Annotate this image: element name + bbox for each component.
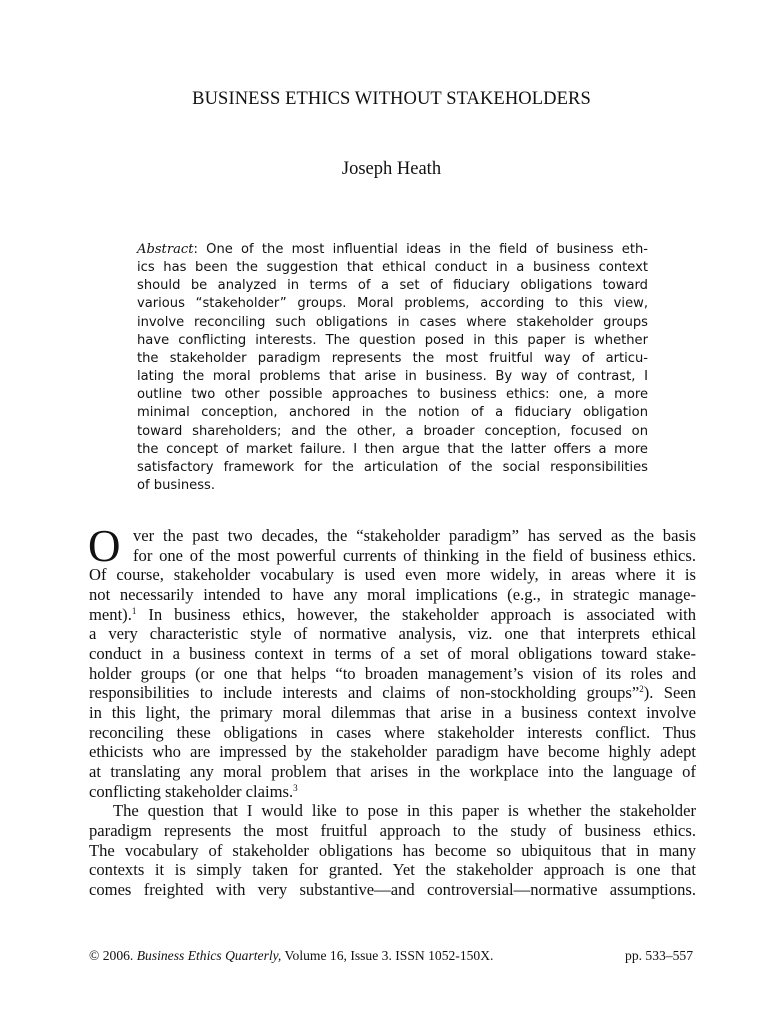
- body-line: ethicists who are impressed by the stakeholder paradigm have become highly adept: [89, 742, 696, 762]
- abstract-line: should be analyzed in terms of a set of fiduciary obligations toward: [137, 278, 648, 294]
- abstract: [137, 241, 648, 495]
- body-line: a very characteristic style of normative analysis, viz. one that interprets ethical: [89, 624, 696, 644]
- body-line: at translating any moral problem that arises in the workplace into the language of: [89, 761, 696, 781]
- body-line: The question that I would like to pose in this paper is whether the stakeholder: [113, 801, 696, 821]
- body-line: holder groups (or one that helps “to broaden management’s vision of its roles and: [89, 663, 696, 683]
- drop-cap: O: [88, 521, 121, 571]
- body-line: ver the past two decades, the “stakeholder paradigm” has served as the basis: [133, 526, 696, 545]
- abstract-line: toward shareholders; and the other, a broader conception, focused on: [137, 423, 648, 439]
- abstract-line: outline two other possible approaches to business ethics: one, a more: [137, 387, 648, 403]
- body-line: in this light, the primary moral dilemmas that arise in a business context involve: [89, 702, 696, 722]
- author-name: Joseph Heath: [341, 159, 442, 179]
- abstract-line: satisfactory framework for the articulation of the social responsibilities: [137, 459, 648, 475]
- body-line: paradigm represents the most fruitful approach to the study of business ethics.: [89, 820, 696, 840]
- footnote-marker: 3: [293, 782, 298, 793]
- abstract-line: lating the moral problems that arise in business. By way of contrast, I: [137, 369, 648, 385]
- abstract-line: ics has been the suggestion that ethical conduct in a business context: [137, 260, 648, 276]
- body-line: responsibilities to include interests and claims of non-stockholding groups”$^2$). Seen: [89, 683, 696, 703]
- abstract-line: minimal conception, anchored in the notion of a fiduciary obligation: [137, 405, 648, 421]
- body-line: for one of the most powerful currents of thinking in the field of business ethics.: [133, 545, 696, 565]
- abstract-line: have conflicting interests. The question posed in this paper is whether: [137, 332, 648, 348]
- abstract-line: involve reconciling such obligations in cases where stakeholder groups: [137, 314, 648, 330]
- journal-name: Business Ethics Quarterly,: [136, 948, 282, 963]
- footnote-marker: 1: [131, 605, 137, 616]
- body-line: ment).$^1$ In business ethics, however, the stakeholder approach is associated with: [89, 604, 696, 624]
- paper-title: BUSINESS ETHICS WITHOUT STAKEHOLDERS: [192, 89, 591, 109]
- abstract-line: various “stakeholder” groups. Moral problems, according to this view,: [137, 296, 648, 312]
- body-line: reconciling these obligations in cases where stakeholder interests conflict. Thus: [89, 722, 696, 742]
- body-text: [88, 521, 696, 899]
- abstract-label: Abstract: [137, 242, 194, 257]
- body-line: The vocabulary of stakeholder obligations has become so ubiquitous that in many: [89, 840, 696, 860]
- abstract-line: Abstract: One of the most influential ideas in the field of business eth-: [137, 242, 648, 257]
- body-line: conflicting stakeholder claims.$^3$: [89, 781, 298, 801]
- copyright-line: © 2006. Business Ethics Quarterly, Volume 16, Issue 3. ISSN 1052-150X.: [89, 948, 494, 963]
- body-line: comes freighted with very substantive—and controversial—normative assumptions.: [89, 879, 696, 899]
- body-line: contexts it is simply taken for granted. Yet the stakeholder approach is one that: [89, 860, 696, 880]
- body-line: conduct in a business context in terms of a set of moral obligations toward stake-: [89, 643, 696, 663]
- body-line: not necessarily intended to have any moral implications (e.g., in strategic manage-: [89, 584, 696, 604]
- body-line: Of course, stakeholder vocabulary is used even more widely, in areas where it is: [89, 565, 696, 585]
- abstract-line: the concept of market failure. I then argue that the latter offers a more: [137, 441, 648, 457]
- page-range: pp. 533–557: [625, 948, 693, 963]
- footnote-marker: 2: [639, 684, 644, 695]
- abstract-line: of business.: [137, 478, 216, 494]
- abstract-line: the stakeholder paradigm represents the most fruitful way of articu-: [137, 350, 648, 366]
